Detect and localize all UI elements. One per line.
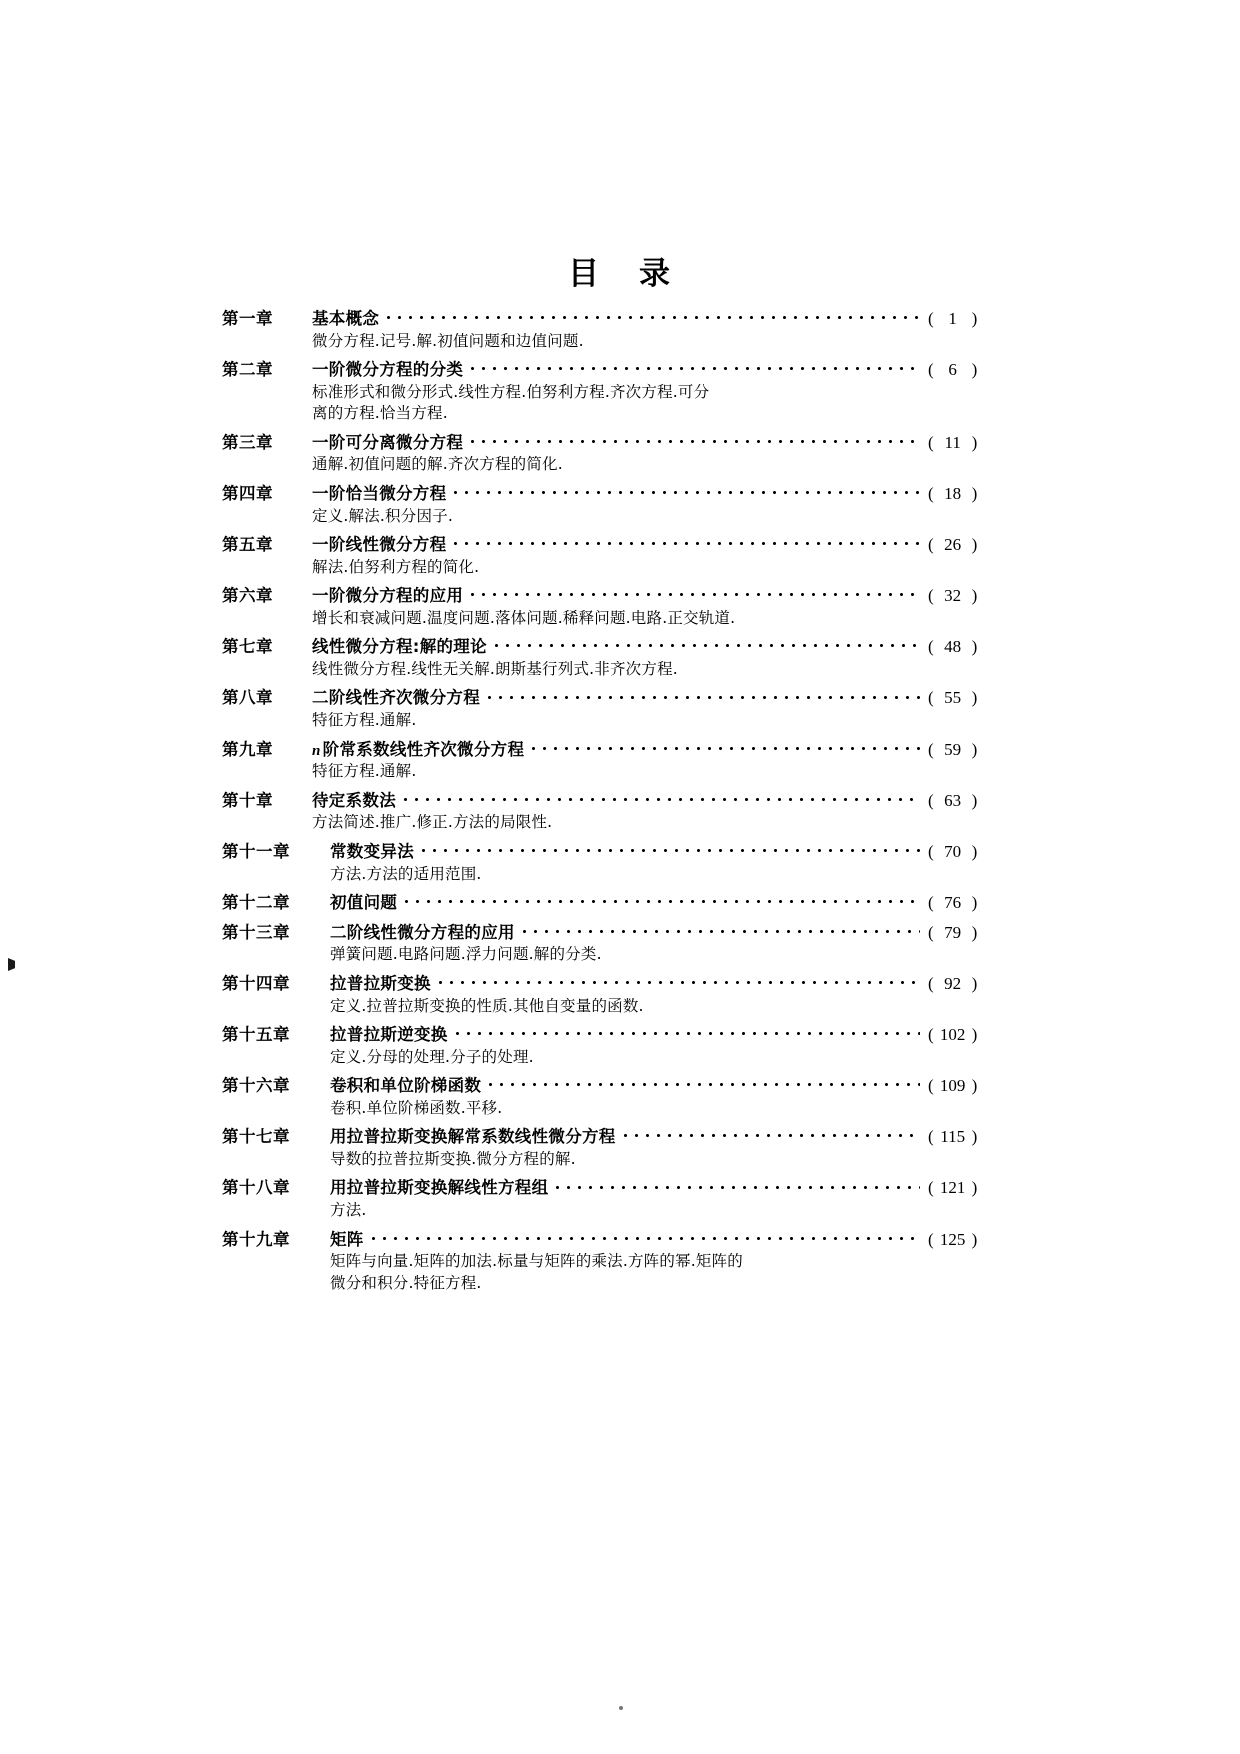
chapter-subtopics: 方法简述.推广.修正.方法的局限性. [312, 813, 553, 832]
paren-close: ) [971, 973, 978, 993]
paren-close: ) [971, 1178, 978, 1198]
page-number[interactable] [926, 308, 1012, 331]
page-number[interactable] [926, 739, 1012, 762]
dot-leader [471, 359, 920, 375]
toc-entry-line [222, 841, 1012, 864]
dot-leader [489, 1075, 920, 1091]
page-number-value: 63 [944, 790, 962, 810]
chapter-number-label: 第十九章 [222, 1229, 290, 1249]
toc-entry-line [222, 1229, 1012, 1252]
page-number-value: 48 [944, 637, 962, 657]
dot-leader [387, 308, 920, 324]
chapter-number-label: 第四章 [222, 483, 273, 503]
chapter-subtopics: 矩阵与向量.矩阵的加法.标量与矩阵的乘法.方阵的幂.矩阵的 [330, 1252, 744, 1271]
toc-entry[interactable] [222, 790, 1012, 841]
toc-entry-line [222, 687, 1012, 710]
page-number[interactable] [926, 636, 1012, 659]
toc-entry-line [222, 1075, 1012, 1098]
toc-entry-line [222, 892, 1012, 915]
chapter-title[interactable]: 一阶微分方程的应用 [312, 586, 464, 606]
chapter-title-text: 阶常系数线性齐次微分方程 [322, 739, 525, 759]
chapter-title[interactable]: 初值问题 [330, 892, 398, 912]
chapter-number-label: 第十六章 [222, 1076, 290, 1096]
chapter-number-label: 第八章 [222, 688, 273, 708]
page-number[interactable] [926, 841, 1012, 864]
dot-leader [532, 739, 920, 755]
paren-open: ( [928, 688, 934, 708]
paren-close: ) [971, 1127, 978, 1147]
chapter-title[interactable]: 一阶线性微分方程 [312, 534, 447, 554]
toc-entry-line [222, 585, 1012, 608]
chapter-subtopics: 方法. [330, 1201, 367, 1220]
chapter-number-label: 第十一章 [222, 841, 290, 861]
toc-entry[interactable] [222, 636, 1012, 687]
page-number-value: 125 [939, 1229, 966, 1249]
page-number-value: 1 [948, 309, 957, 328]
chapter-title[interactable]: 拉普拉斯逆变换 [330, 1024, 448, 1044]
paren-close: ) [971, 1076, 978, 1096]
dot-leader [488, 687, 920, 703]
page-number-value: 92 [944, 973, 962, 993]
chapter-number-label: 第十二章 [222, 892, 290, 912]
paren-open: ( [928, 1024, 934, 1044]
chapter-title[interactable]: 卷积和单位阶梯函数 [330, 1076, 482, 1096]
chapter-subtopics: 弹簧问题.电路问题.浮力问题.解的分类. [330, 945, 602, 964]
paren-close: ) [971, 534, 978, 554]
paren-open: ( [928, 483, 934, 503]
paren-open: ( [928, 892, 934, 912]
paren-close: ) [971, 688, 978, 708]
chapter-title[interactable]: 二阶线性微分方程的应用 [330, 922, 515, 942]
paren-open: ( [928, 309, 934, 328]
paren-close: ) [971, 637, 978, 657]
chapter-number-label: 第十章 [222, 790, 273, 810]
toc-entry[interactable] [222, 483, 1012, 534]
dot-leader [471, 432, 920, 448]
toc-entry[interactable] [222, 687, 1012, 738]
chapter-subtopics: 离的方程.恰当方程. [312, 404, 448, 423]
chapter-subtopics: 定义.拉普拉斯变换的性质.其他自变量的函数. [330, 996, 644, 1015]
chapter-number-label: 第二章 [222, 360, 273, 380]
paren-open: ( [928, 360, 934, 380]
chapter-subtopics: 导数的拉普拉斯变换.微分方程的解. [330, 1150, 576, 1169]
chapter-title[interactable]: 一阶微分方程的分类 [312, 360, 464, 380]
chapter-title[interactable]: 用拉普拉斯变换解常系数线性微分方程 [330, 1127, 616, 1147]
paren-close: ) [971, 309, 978, 328]
paren-close: ) [971, 483, 978, 503]
chapter-title[interactable] [308, 739, 524, 761]
page-number[interactable] [926, 973, 1012, 996]
chapter-title[interactable]: 基本概念 [312, 309, 380, 328]
paren-close: ) [971, 1229, 978, 1249]
dot-leader [471, 585, 920, 601]
page-number-value: 55 [944, 688, 962, 708]
page-number[interactable] [926, 892, 1012, 915]
paren-close: ) [971, 841, 978, 861]
dot-leader [454, 483, 920, 499]
paren-close: ) [971, 892, 978, 912]
dot-leader [372, 1229, 920, 1245]
paren-open: ( [928, 586, 934, 606]
dot-leader [624, 1126, 920, 1142]
chapter-number-label: 第一章 [222, 309, 273, 328]
toc-entry-line [222, 432, 1012, 455]
chapter-number-label: 第十五章 [222, 1024, 290, 1044]
paren-open: ( [928, 1178, 934, 1198]
page-number-value: 121 [939, 1178, 966, 1198]
dot-leader [404, 790, 920, 806]
paren-open: ( [928, 534, 934, 554]
paren-open: ( [928, 841, 934, 861]
toc-entry-line [222, 636, 1012, 659]
paren-close: ) [971, 739, 978, 759]
paren-open: ( [928, 739, 934, 759]
paren-close: ) [971, 1024, 978, 1044]
footer-dot [619, 1706, 623, 1710]
dot-leader [456, 1024, 920, 1040]
chapter-subtopics: 通解.初值问题的解.齐次方程的简化. [312, 455, 563, 474]
toc-entry[interactable] [222, 922, 1012, 973]
page-number-value: 18 [944, 483, 962, 503]
chapter-number-label: 第十七章 [222, 1127, 290, 1147]
toc-entry[interactable] [222, 1075, 1012, 1126]
toc-entry[interactable] [222, 359, 1012, 432]
toc-entry[interactable] [222, 739, 1012, 790]
toc-entry-line [222, 973, 1012, 996]
page-number-value: 11 [944, 432, 961, 452]
chapter-title[interactable]: 用拉普拉斯变换解线性方程组 [330, 1178, 549, 1198]
paren-open: ( [928, 922, 934, 942]
dot-leader [405, 892, 920, 908]
paren-open: ( [928, 637, 934, 657]
toc-entry-line [222, 1024, 1012, 1047]
chapter-title[interactable]: 一阶可分离微分方程 [312, 432, 464, 452]
chapter-subtopics: 微分和积分.特征方程. [330, 1273, 482, 1292]
page-number[interactable] [926, 585, 1012, 608]
page-number-value: 102 [939, 1024, 966, 1044]
chapter-number-label: 第五章 [222, 534, 273, 554]
page-number[interactable] [926, 359, 1012, 382]
chapter-number-label: 第十三章 [222, 922, 290, 942]
toc-entry[interactable] [222, 1024, 1012, 1075]
toc-entry-line [222, 1177, 1012, 1200]
dot-leader [439, 973, 920, 989]
chapter-subtopics: 特征方程.通解. [312, 762, 417, 781]
page-number[interactable] [926, 1126, 1012, 1149]
toc-list [222, 308, 1012, 1301]
page-number-value: 109 [939, 1076, 966, 1096]
toc-entry-line [222, 739, 1012, 762]
toc-entry[interactable] [222, 1177, 1012, 1228]
toc-entry[interactable] [222, 973, 1012, 1024]
dot-leader [422, 841, 920, 857]
toc-entry[interactable] [222, 1126, 1012, 1177]
chapter-subtopics: 定义.解法.积分因子. [312, 506, 453, 525]
paren-open: ( [928, 790, 934, 810]
chapter-title[interactable]: 矩阵 [330, 1229, 364, 1249]
chapter-subtopics: 方法.方法的适用范围. [330, 864, 482, 883]
page-number[interactable] [926, 1229, 1012, 1252]
page-title-char-2: 录 [639, 256, 672, 292]
page-number[interactable] [926, 483, 1012, 506]
chapter-title-italic-variable: n [312, 742, 321, 759]
toc-entry[interactable] [222, 308, 1012, 359]
toc-entry-line [222, 922, 1012, 945]
paren-close: ) [971, 432, 978, 452]
page-number-value: 26 [944, 534, 962, 554]
chapter-number-label: 第七章 [222, 637, 273, 657]
dot-leader [495, 636, 920, 652]
chapter-subtopics: 卷积.单位阶梯函数.平移. [330, 1098, 503, 1117]
page-number-value: 59 [944, 739, 962, 759]
page-number-value: 79 [944, 922, 962, 942]
page-number-value: 76 [944, 892, 962, 912]
page-number-value: 32 [944, 586, 962, 606]
page-title-char-1: 目 [568, 256, 601, 292]
toc-entry-line [222, 483, 1012, 506]
page-number-value: 115 [940, 1127, 966, 1147]
chapter-number-label: 第六章 [222, 586, 273, 606]
page-number[interactable] [926, 534, 1012, 557]
chapter-title[interactable]: 一阶恰当微分方程 [312, 483, 447, 503]
chapter-number-label: 第三章 [222, 432, 273, 452]
paren-open: ( [928, 973, 934, 993]
page-number[interactable] [926, 1024, 1012, 1047]
toc-entry-line [222, 308, 1012, 331]
chapter-subtopics: 增长和衰减问题.温度问题.落体问题.稀释问题.电路.正交轨道. [312, 608, 736, 627]
toc-entry[interactable] [222, 534, 1012, 585]
page-number[interactable] [926, 432, 1012, 455]
chapter-subtopics: 线性微分方程.线性无关解.朗斯基行列式.非齐次方程. [312, 659, 678, 678]
page-title [0, 248, 1240, 293]
toc-entry[interactable] [222, 892, 1012, 922]
page-number[interactable] [926, 687, 1012, 710]
page-number[interactable] [926, 922, 1012, 945]
toc-entry-line [222, 790, 1012, 813]
dot-leader [454, 534, 920, 550]
toc-entry-line [222, 1126, 1012, 1149]
chapter-subtopics: 微分方程.记号.解.初值问题和边值问题. [312, 331, 584, 350]
toc-entry[interactable] [222, 841, 1012, 892]
chapter-number-label: 第九章 [222, 739, 273, 759]
dot-leader [523, 922, 920, 938]
toc-entry[interactable] [222, 432, 1012, 483]
chapter-subtopics: 解法.伯努利方程的简化. [312, 557, 480, 576]
chapter-title[interactable]: 线性微分方程:解的理论 [312, 637, 487, 657]
paren-open: ( [928, 1127, 934, 1147]
page-number[interactable] [926, 790, 1012, 813]
chapter-title[interactable]: 常数变异法 [330, 841, 414, 861]
page-number-value: 6 [948, 360, 957, 380]
chapter-number-label: 第十四章 [222, 973, 290, 993]
scan-artifact-mark [8, 958, 15, 971]
paren-close: ) [971, 586, 978, 606]
toc-entry[interactable] [222, 585, 1012, 636]
chapter-title[interactable]: 拉普拉斯变换 [330, 973, 431, 993]
page-number[interactable] [926, 1075, 1012, 1098]
chapter-subtopics: 定义.分母的处理.分子的处理. [330, 1047, 534, 1066]
page-number[interactable] [926, 1177, 1012, 1200]
paren-close: ) [971, 922, 978, 942]
dot-leader [556, 1177, 920, 1193]
toc-entry-line [222, 534, 1012, 557]
chapter-subtopics: 标准形式和微分形式.线性方程.伯努利方程.齐次方程.可分 [312, 382, 710, 401]
paren-close: ) [971, 790, 978, 810]
page-number-value: 70 [944, 841, 962, 861]
paren-open: ( [928, 1076, 934, 1096]
chapter-number-label: 第十八章 [222, 1178, 290, 1198]
paren-open: ( [928, 1229, 934, 1249]
chapter-title[interactable]: 二阶线性齐次微分方程 [312, 688, 480, 708]
chapter-title[interactable]: 待定系数法 [312, 790, 396, 810]
chapter-subtopics: 特征方程.通解. [312, 711, 417, 730]
toc-entry-line [222, 359, 1012, 382]
paren-close: ) [971, 360, 978, 380]
paren-open: ( [928, 432, 934, 452]
toc-entry[interactable] [222, 1229, 1012, 1302]
